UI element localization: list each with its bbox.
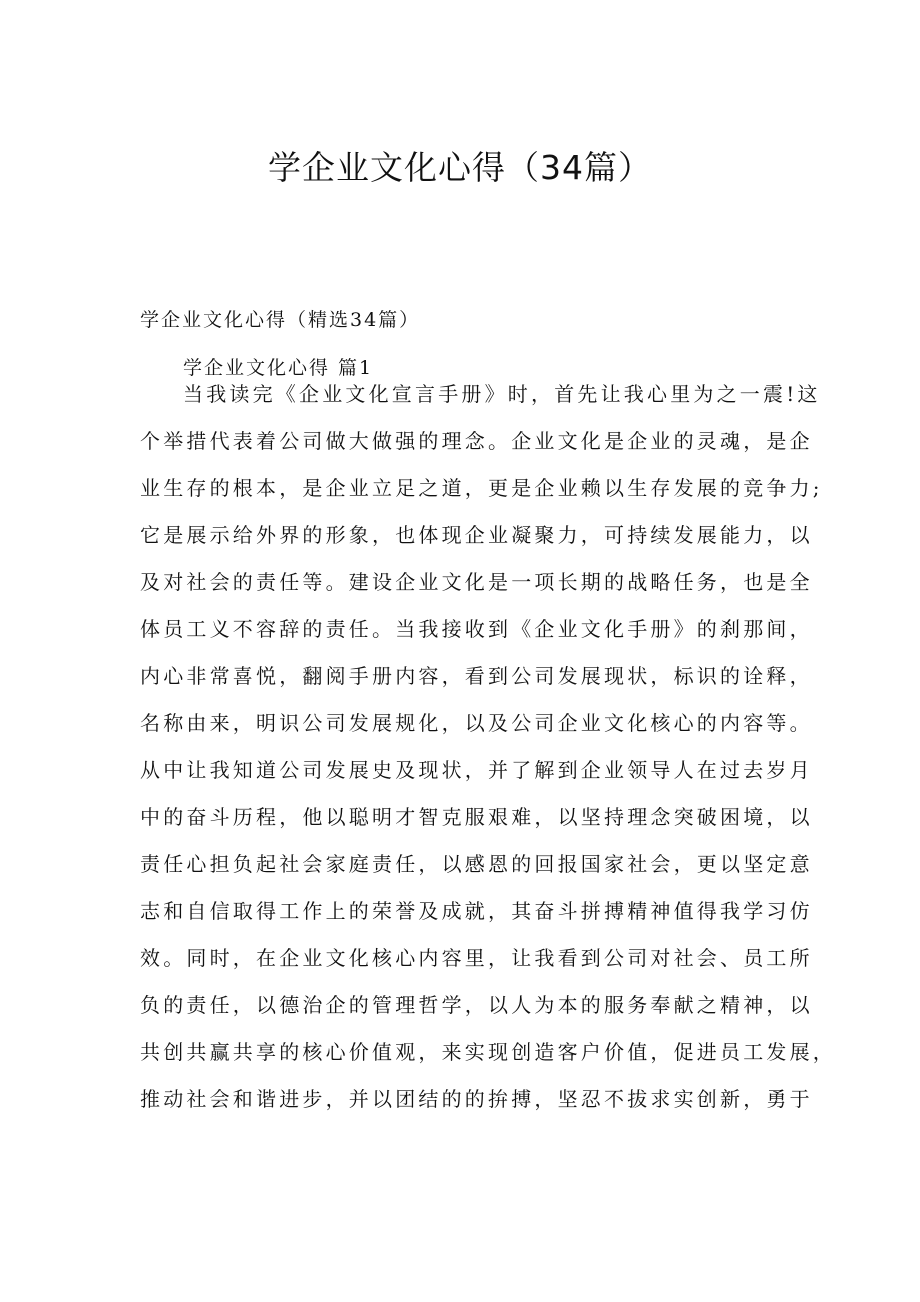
- paragraph-line: 负的责任，以德治企的管理哲学，以人为本的服务奉献之精神，以: [140, 993, 813, 1017]
- paragraph-line: 志和自信取得工作上的荣誉及成就，其奋斗拼搏精神值得我学习仿: [140, 899, 813, 923]
- paragraph-line: 它是展示给外界的形象，也体现企业凝聚力，可持续发展能力，以: [140, 523, 813, 547]
- paragraph-line: 从中让我知道公司发展史及现状，并了解到企业领导人在过去岁月: [140, 758, 813, 782]
- paragraph-line: 中的奋斗历程，他以聪明才智克服艰难，以坚持理念突破困境，以: [140, 805, 813, 829]
- paragraph-line: 效。同时，在企业文化核心内容里，让我看到公司对社会、员工所: [140, 946, 813, 970]
- paragraph-line: 名称由来，明识公司发展规化，以及公司企业文化核心的内容等。: [140, 711, 813, 735]
- section-heading: 学企业文化心得 篇1: [183, 357, 374, 379]
- paragraph-line: 推动社会和谐进步，并以团结的的拚搏，坚忍不拔求实创新，勇于: [140, 1087, 813, 1111]
- document-title: 学企业文化心得（34篇）: [268, 148, 652, 187]
- document-subtitle: 学企业文化心得（精选34篇）: [140, 309, 421, 331]
- paragraph-line: 个举措代表着公司做大做强的理念。企业文化是企业的灵魂，是企: [140, 429, 813, 453]
- paragraph-line: 共创共赢共享的核心价值观，来实现创造客户价值，促进员工发展，: [140, 1040, 836, 1064]
- paragraph-line: 内心非常喜悦，翻阅手册内容，看到公司发展现状，标识的诠释，: [140, 664, 813, 688]
- paragraph-line: 业生存的根本，是企业立足之道，更是企业赖以生存发展的竞争力;: [140, 476, 823, 500]
- paragraph-line: 当我读完《企业文化宣言手册》时，首先让我心里为之一震!这: [183, 382, 821, 406]
- paragraph-line: 责任心担负起社会家庭责任，以感恩的回报国家社会，更以坚定意: [140, 852, 813, 876]
- paragraph-line: 及对社会的责任等。建设企业文化是一项长期的战略任务，也是全: [140, 570, 813, 594]
- paragraph-line: 体员工义不容辞的责任。当我接收到《企业文化手册》的刹那间，: [140, 617, 813, 641]
